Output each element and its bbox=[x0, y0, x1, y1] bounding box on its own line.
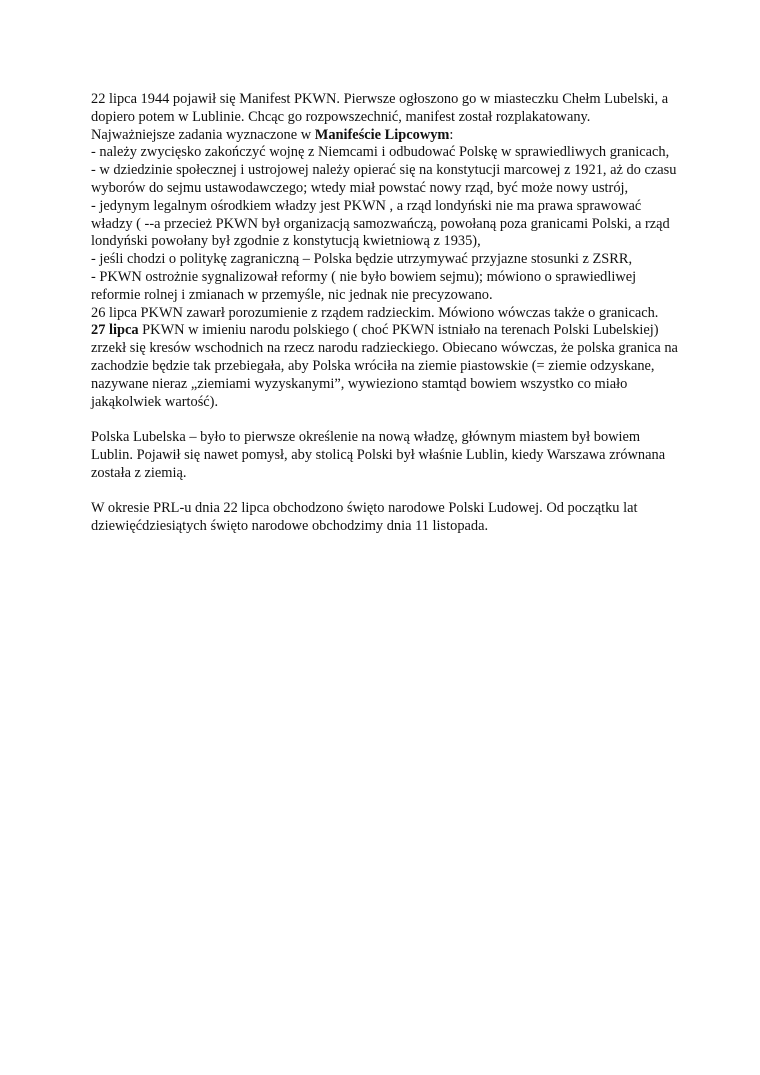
task-item-constitution: - w dziedzinie społecznej i ustrojowej należy opierać się na konstytucji marcowej z 1921, aż do czasu wyborów do sejmu ustawodawczego; wtedy miał powstać nowy rząd, być może nowy ustrój, bbox=[91, 162, 677, 196]
polska-lubelska-paragraph: Polska Lubelska – było to pierwsze określenie na nową władzę, głównym miastem był bowiem Lublin. Pojawił się nawet pomysł, aby stolicą Polski był właśnie Lublin, kiedy Warszawa zrównana została z ziemią. bbox=[91, 429, 666, 481]
tasks-heading bbox=[91, 127, 681, 145]
task-item-war: - należy zwycięsko zakończyć wojnę z Niemcami i odbudować Polskę w sprawiedliwych granicach, bbox=[91, 144, 670, 161]
paragraph-gap bbox=[91, 411, 681, 429]
july-27-paragraph bbox=[91, 322, 681, 411]
task-item-reforms: - PKWN ostrożnie sygnalizował reformy ( nie było bowiem sejmu); mówiono o sprawiedliwej reformie rolnej i zmianach w przemyśle, nic jednak nie precyzowano. bbox=[91, 268, 637, 303]
task-item-authority: - jedynym legalnym ośrodkiem władzy jest PKWN , a rząd londyński nie ma prawa sprawować władzy ( --a przecież PKWN był organizacją samozwańczą, powołaną poza granicami Polski, a rząd londyński powołany był zgodnie z konstytucją kwietniową z 1935), bbox=[91, 197, 670, 250]
prl-holiday-paragraph: W okresie PRL-u dnia 22 lipca obchodzono święto narodowe Polski Ludowej. Od początku lat dziewięćdziesiątych święto narodowe obchodzimy dnia 11 listopada. bbox=[91, 500, 638, 535]
document-body bbox=[91, 91, 681, 536]
task-item-foreign-policy: - jeśli chodzi o politykę zagraniczną – Polska będzie utrzymywać przyjazne stosunki z ZSRR, bbox=[91, 251, 633, 268]
intro-paragraph: 22 lipca 1944 pojawił się Manifest PKWN. Pierwsze ogłoszono go w miasteczku Chełm Lubelski, a dopiero potem w Lublinie. Chcąc go rozpowszechnić, manifest został rozplakatowany. bbox=[91, 91, 669, 125]
july-26-paragraph: 26 lipca PKWN zawarł porozumienie z rządem radzieckim. Mówiono wówczas także o granicach. bbox=[91, 304, 659, 321]
tasks-heading-prefix: Najważniejsze zadania wyznaczone w bbox=[91, 126, 315, 143]
tasks-heading-suffix: : bbox=[449, 126, 454, 143]
manifesto-name: Manifeście Lipcowym bbox=[314, 126, 450, 143]
july-27-text: PKWN w imieniu narodu polskiego ( choć PKWN istniało na terenach Polski Lubelskiej) zrzekł się kresów wschodnich na rzecz narodu radzieckiego. Obiecano wówczas, że polska granica na zachodzie będzie tak przebiegała, aby Polska wróciła na ziemie piastowskie (= ziemie odzyskane, nazywane nieraz „ziemiami wyzyskanymi”, wywieziono stamtąd bowiem wszystko co miało jakąkolwiek wartość). bbox=[91, 322, 678, 410]
paragraph-gap bbox=[91, 483, 681, 501]
july-27-date: 27 lipca bbox=[91, 322, 139, 339]
